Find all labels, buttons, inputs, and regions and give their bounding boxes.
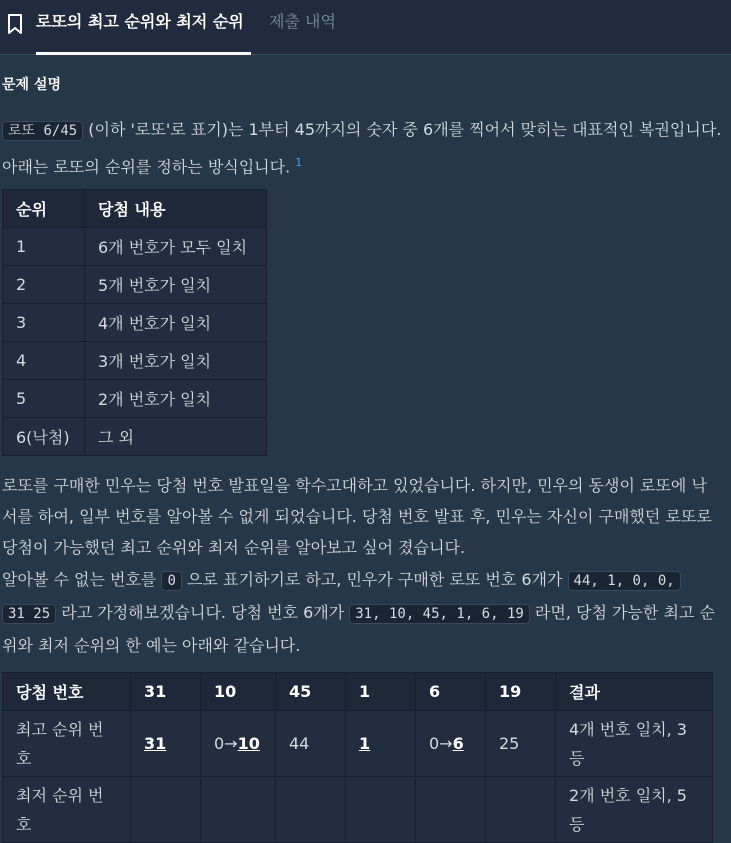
table-header: 당첨 내용 [85, 190, 267, 228]
table-cell [346, 777, 416, 843]
table-row [3, 380, 267, 418]
table-header: 19 [486, 673, 556, 711]
example-text: 으로 표기하기로 하고, 민우가 구매한 로또 번호 6개가 [187, 570, 563, 589]
table-cell [131, 777, 201, 843]
table-header-row [3, 190, 267, 228]
table-header: 당첨 번호 [3, 673, 131, 711]
matched-number: 31 [144, 734, 167, 753]
table-cell [416, 777, 486, 843]
example-text: 라면, 당첨 가능한 최고 순위와 최저 순위의 한 예는 아래와 같습니다. [2, 603, 715, 655]
lottos-code: 44, 1, 0, 0, [568, 571, 681, 591]
tab-submissions[interactable]: 제출 내역 [269, 12, 336, 31]
table-cell: 6개 번호가 모두 일치 [85, 228, 267, 266]
table-cell: 2 [3, 266, 85, 304]
table-cell: 2개 번호가 일치 [85, 380, 267, 418]
table-header: 결과 [556, 673, 713, 711]
tab-bar [0, 0, 731, 55]
table-row [3, 228, 267, 266]
table-cell: 25 [486, 711, 556, 777]
example-paragraph [2, 564, 722, 661]
table-cell [486, 777, 556, 843]
table-header: 31 [131, 673, 201, 711]
table-header: 1 [346, 673, 416, 711]
table-cell: 4개 번호 일치, 3등 [556, 711, 713, 777]
table-row [3, 777, 713, 843]
example-text: 라고 가정해보겠습니다. 당첨 번호 6개가 [61, 603, 345, 622]
section-title: 문제 설명 [2, 77, 61, 93]
zero-code: 0 [161, 571, 181, 591]
table-row [3, 266, 267, 304]
table-cell: 2개 번호 일치, 5등 [556, 777, 713, 843]
lottos-code: 31 25 [2, 604, 56, 624]
table-cell [131, 711, 201, 777]
table-cell [346, 711, 416, 777]
table-cell: 그 외 [85, 418, 267, 456]
table-cell [416, 711, 486, 777]
matched-number: 1 [359, 734, 371, 753]
tab-problem[interactable]: 로또의 최고 순위와 최저 순위 [36, 0, 251, 54]
table-cell [276, 777, 346, 843]
replace-arrow: 0→ [429, 734, 453, 753]
table-row [3, 418, 267, 456]
example-table [2, 672, 713, 843]
table-cell [201, 777, 276, 843]
table-cell: 최고 순위 번호 [3, 711, 131, 777]
table-header-row [3, 673, 713, 711]
table-cell: 4개 번호가 일치 [85, 304, 267, 342]
table-header: 10 [201, 673, 276, 711]
table-cell: 3개 번호가 일치 [85, 342, 267, 380]
table-cell [201, 711, 276, 777]
intro-text: (이하 '로또'로 표기)는 1부터 45까지의 숫자 중 6개를 찍어서 맞히는 대표적인 복권입니다. 아래는 로또의 순위를 정하는 방식입니다. [2, 120, 722, 177]
table-cell: 6(낙첨) [3, 418, 85, 456]
table-row [3, 304, 267, 342]
table-header: 45 [276, 673, 346, 711]
table-row [3, 711, 713, 777]
story-paragraph: 로또를 구매한 민우는 당첨 번호 발표일을 학수고대하고 있었습니다. 하지만, 민우의 동생이 로또에 낙서를 하여, 일부 번호를 알아볼 수 없게 되었습니다. 당첨 번호 발표 후, 민우는 자신이 구매했던 로또로 당첨이 가능했던 최고 순위와 최저 순위를 알아보고 싶어 졌습니다. [2, 476, 712, 557]
matched-number: 10 [237, 734, 260, 753]
rank-table [2, 189, 267, 456]
example-text: 알아볼 수 없는 번호를 [2, 570, 157, 589]
table-row [3, 342, 267, 380]
win-nums-code: 31, 10, 45, 1, 6, 19 [349, 604, 530, 624]
table-cell: 1 [3, 228, 85, 266]
intro-paragraph [2, 114, 722, 182]
table-cell: 5개 번호가 일치 [85, 266, 267, 304]
table-cell: 44 [276, 711, 346, 777]
table-cell: 최저 순위 번호 [3, 777, 131, 843]
table-cell: 5 [3, 380, 85, 418]
replace-arrow: 0→ [214, 734, 238, 753]
table-header: 순위 [3, 190, 85, 228]
bookmark-icon[interactable] [6, 13, 24, 35]
footnote-link[interactable]: 1 [295, 156, 303, 169]
table-cell: 3 [3, 304, 85, 342]
table-header: 6 [416, 673, 486, 711]
table-cell: 4 [3, 342, 85, 380]
matched-number: 6 [452, 734, 464, 753]
lotto-code: 로또 6/45 [2, 121, 83, 141]
